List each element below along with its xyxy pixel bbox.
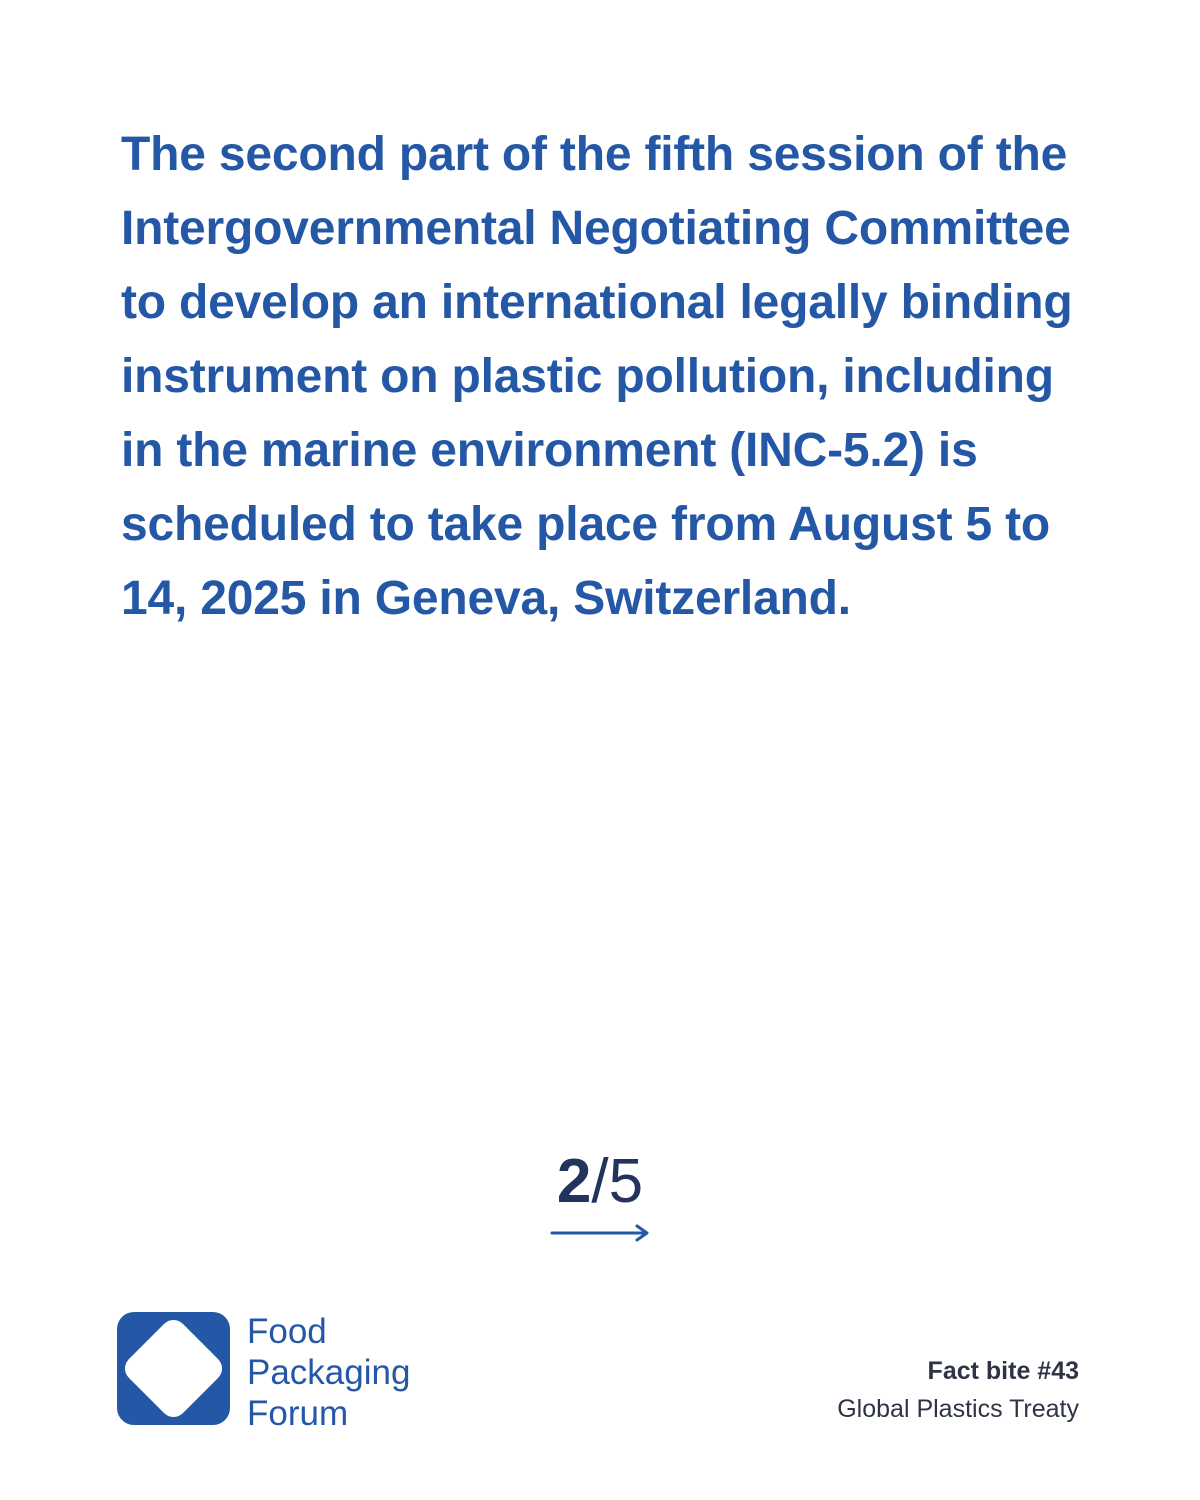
fact-bite-topic: Global Plastics Treaty (837, 1395, 1079, 1423)
fact-bite-number: Fact bite #43 (927, 1357, 1079, 1385)
current-page: 2 (556, 1147, 592, 1216)
rounded-diamond-logo-icon (117, 1312, 230, 1425)
brand-line-food: Food (247, 1312, 327, 1351)
right-arrow-icon[interactable] (550, 1222, 650, 1244)
brand-line-forum: Forum (247, 1394, 349, 1433)
brand-line-packaging: Packaging (247, 1353, 411, 1392)
fact-bite-caption (837, 1352, 1079, 1428)
total-pages: 5 (608, 1147, 644, 1216)
page-indicator (0, 1145, 1200, 1219)
page-separator: / (591, 1147, 609, 1216)
main-statement: The second part of the fifth session of the Intergovernmental Negotiating Committee to develop an international legally binding instrument on plastic pollution, including in the marine environment (INC-5.2) is scheduled to take place from August 5 to 14, 2025 in Geneva, Switzerland. (121, 128, 1073, 625)
brand-name (247, 1311, 410, 1434)
